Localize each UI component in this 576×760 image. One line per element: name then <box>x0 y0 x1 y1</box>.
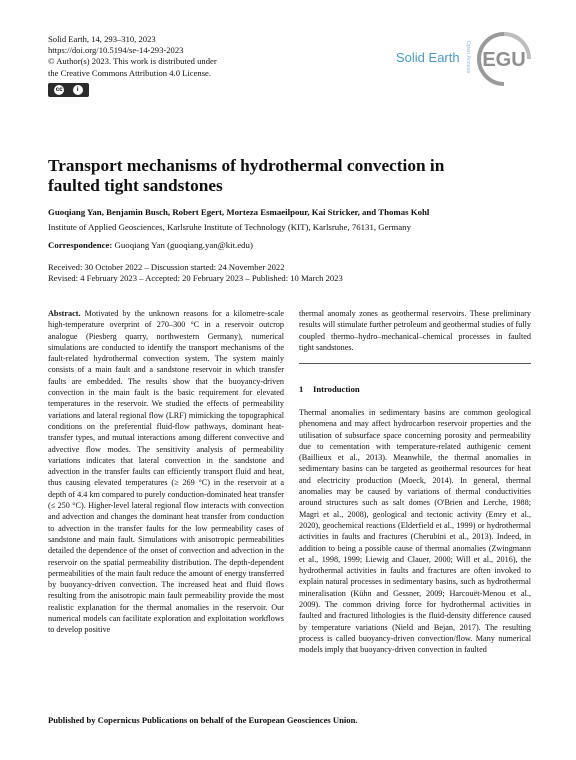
abstract-label: Abstract. <box>48 309 81 318</box>
cc-icon: cc <box>55 87 63 93</box>
article-title: Transport mechanisms of hydrothermal convection in faulted tight sandstones <box>48 156 445 195</box>
correspondence-label: Correspondence: <box>48 240 113 250</box>
copyright-line: © Author(s) 2023. This work is distributed under <box>48 56 217 67</box>
correspondence <box>48 240 253 250</box>
section-number: 1 <box>299 384 304 394</box>
received-dates: Received: 30 October 2022 – Discussion started: 24 November 2022 <box>48 262 285 272</box>
abstract-continuation: thermal anomaly zones as geothermal reservoirs. These preliminary results will stimulate further petroleum and geothermal studies of fully coupled thermo–hydro–mechanical–chemical processes in faulted tight sandstones. <box>299 309 531 352</box>
published-dates: Revised: 4 February 2023 – Accepted: 20 February 2023 – Published: 10 March 2023 <box>48 273 343 284</box>
citation-block <box>48 34 217 79</box>
correspondence-text: Guoqiang Yan (guoqiang.yan@kit.edu) <box>114 240 253 250</box>
article-dates <box>48 262 343 285</box>
author-list: Guoqiang Yan, Benjamin Busch, Robert Egert, Morteza Esmaeilpour, Kai Stricker, and Thomas Kohl <box>48 207 430 217</box>
section-divider <box>299 363 531 364</box>
section-heading <box>299 384 360 394</box>
logo-text: EGU <box>482 49 526 71</box>
affiliation: Institute of Applied Geosciences, Karlsruhe Institute of Technology (KIT), Karlsruhe, 76131, Germany <box>48 222 411 232</box>
attribution-icon: i <box>73 85 83 95</box>
license-line: the Creative Commons Attribution 4.0 License. <box>48 67 212 78</box>
open-access-label: Open Access <box>465 40 471 74</box>
journal-citation: Solid Earth, 14, 293–310, 2023 <box>48 34 156 44</box>
abstract-text: Motivated by the unknown reasons for a kilometre-scale high-temperature overprint of 270–300 °C in a reservoir outcrop analogue (Piesberg quarry, northwestern Germany), numerical simulations are conducted to identify the transport mechanisms of the fault-related hydrothermal convection system. The system mainly consists of a main fault and a sandstone reservoir in which transfer faults are embedded. The results show that the buoyancy-driven convection in the main fault is the basic requirement for elevated temperatures in the reservoir. We studied the effects of permeability variations and lateral regional flow (LRF) mimicking the topographical conditions on the preferential fluid-flow pathways, dominant heat-transfer types, and mutual interactions among different convective and advective flow modes. The sensitivity analysis of permeability variations indicates that lateral convection in the sandstone and advection in the transfer faults can efficiently transport fluid and heat, thus causing elevated temperatures (≥ 269 °C) in the reservoir at a depth of 4.4 km compared to purely conduction-dominated heat transfer (≤ 250 °C). Higher-level lateral regional flow interacts with convection and advection and changes the dominant heat transfer from conduction to advection in the transfer faults for the low permeability cases of sandstone and main fault. Simulations with anisotropic permeabilities detailed the dependence of the onset of convection and advection in the reservoir on the spatial permeability distribution. The depth-dependent permeabilities of the main fault reduce the amount of energy transferred by buoyancy-driven convection. The increased heat and fluid flows resulting from the anisotropic main fault permeability provide the most realistic explanation for the thermal anomalies in the reservoir. Our numerical models can facilitate exploration and exploitation workflows to develop positive <box>48 309 284 635</box>
publisher-footer: Published by Copernicus Publications on behalf of the European Geosciences Union. <box>48 715 358 725</box>
abstract <box>48 308 284 636</box>
journal-name[interactable]: Solid Earth <box>396 50 460 65</box>
cc-license-badge[interactable] <box>48 83 89 97</box>
section-title: Introduction <box>313 384 360 394</box>
doi-link[interactable]: https://doi.org/10.5194/se-14-293-2023 <box>48 45 184 56</box>
introduction-text: Thermal anomalies in sedimentary basins are common geological phenomena and may affect hydrocarbon reservoir properties and the utilisation of subsurface space concerning porosity and permeability due to cementation with temperature-related authigenic cement (Baillieux et al., 2013). Meanwhile, the thermal anomalies in sedimentary basins can be targeted as geothermal resources for heat and electricity production (Moeck, 2014). In general, thermal anomalies may be caused by variations of thermal conductivities around structures such as salt domes (O'Brien and Lerche, 1988; Magri et al., 2008), geological and tectonic activity (Emry et al., 2020), geochemical reactions (Elderfield et al., 1999) or hydrothermal activities in faults and fractures (Cherubini et al., 2013). Indeed, in addition to being a possible cause of thermal anomalies (Zwingmann et al., 1998, 1999; Liewig and Clauer, 2000; Will et al., 2016), the hydrothermal activities in faults and fractures are often invoked to explain natural processes in sedimentary basins, such as hydrothermal mineralisation (Kühn and Gessner, 2009; Harcouët-Menou et al., 2009). The common driving force for hydrothermal activities in faulted and fractured lithologies is the fluid-density difference caused by temperature variations (Nield and Bejan, 2017). The resulting process is called buoyancy-driven convection/flow. Many numerical models imply that buoyancy-driven convection in faulted <box>299 408 531 655</box>
egu-logo-icon <box>474 30 534 88</box>
